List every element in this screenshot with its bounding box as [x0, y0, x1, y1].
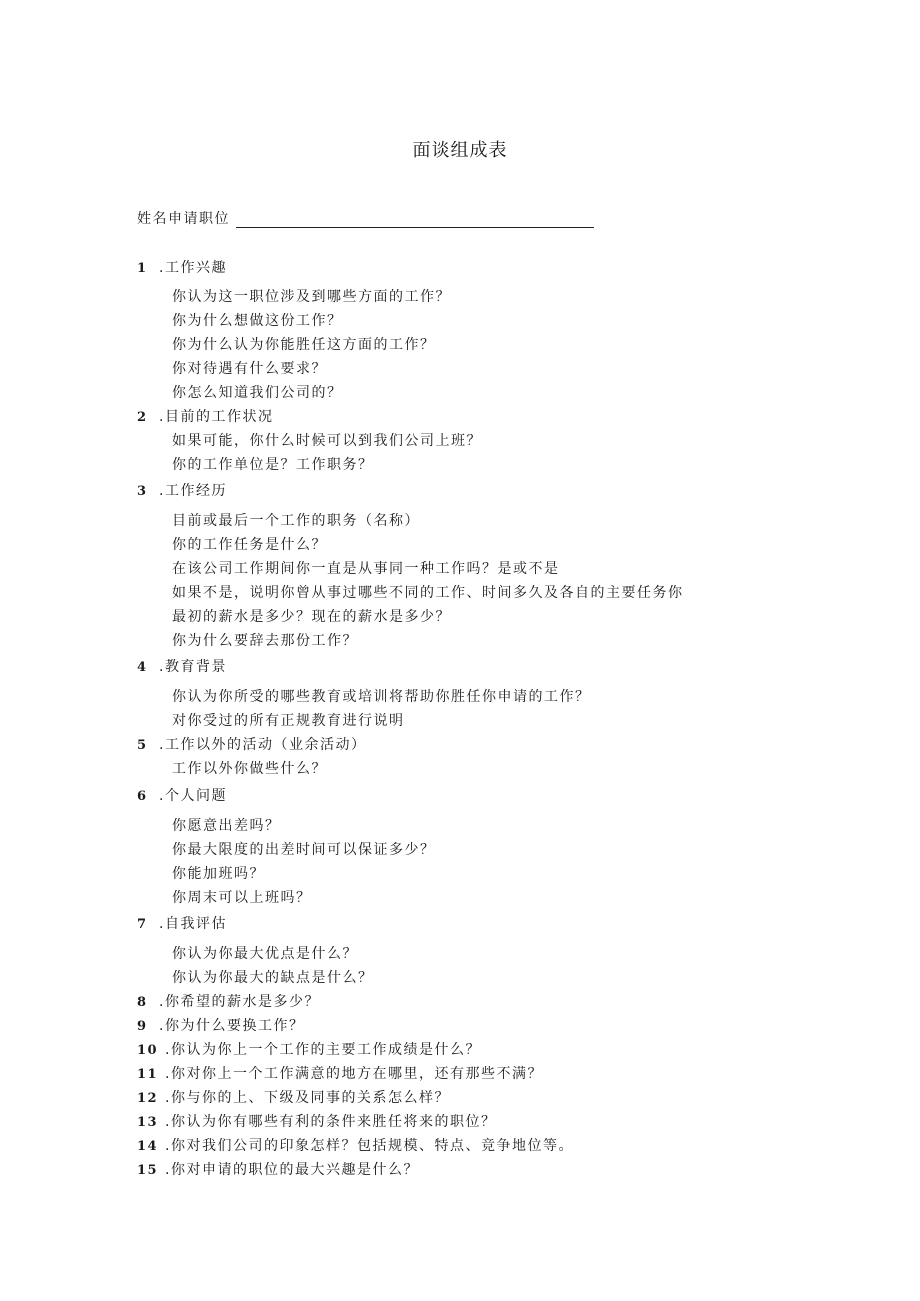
section-heading-6: [137, 786, 227, 807]
section-heading-3: [137, 481, 227, 502]
question-item: 你认为你最大的缺点是什么？: [172, 970, 374, 986]
section-number: 11: [137, 1067, 159, 1082]
section-number: 12: [137, 1091, 159, 1106]
section-number: 14: [137, 1139, 159, 1154]
name-position-blank[interactable]: [236, 211, 594, 228]
question-item: 你的工作任务是什么？: [172, 537, 327, 553]
question-item: 你为什么认为你能胜任这方面的工作？: [172, 337, 436, 353]
section-heading-4: [137, 657, 227, 678]
section-number: 4: [137, 660, 148, 675]
section-heading-1: [137, 258, 227, 279]
question-item: 你认为你所受的哪些教育或培训将帮助你胜任你申请的工作？: [172, 689, 591, 705]
section-label: .你对我们公司的印象怎样？包括规模、特点、竞争地位等。: [165, 1138, 574, 1154]
section-label: .你认为你有哪些有利的条件来胜任将来的职位？: [165, 1114, 497, 1130]
question-item: 目前或最后一个工作的职务（名称）: [172, 513, 420, 529]
section-label: .你对你上一个工作满意的地方在哪里，还有那些不满？: [165, 1066, 543, 1082]
name-position-line: [137, 208, 594, 228]
question-item: 你为什么想做这份工作？: [172, 313, 343, 329]
section-label: .你为什么要换工作？: [159, 1018, 305, 1034]
question-item: 你认为你最大优点是什么？: [172, 946, 358, 962]
section-label: .工作兴趣: [159, 260, 227, 276]
question-item: 你周末可以上班吗？: [172, 890, 312, 906]
section-heading-11: [137, 1064, 543, 1085]
question-item: 你怎么知道我们公司的？: [172, 385, 343, 401]
section-number: 15: [137, 1163, 159, 1178]
question-item: 你能加班吗？: [172, 866, 265, 882]
section-label: .工作经历: [159, 483, 227, 499]
question-item: 最初的薪水是多少？现在的薪水是多少？: [172, 609, 451, 625]
section-heading-12: [137, 1088, 450, 1109]
section-number: 2: [137, 410, 148, 425]
section-number: 3: [137, 484, 148, 499]
section-heading-15: [137, 1160, 419, 1181]
page-title: 面谈组成表: [412, 140, 508, 161]
question-item: 你为什么要辞去那份工作？: [172, 633, 358, 649]
section-number: 6: [137, 789, 148, 804]
section-number: 7: [137, 917, 148, 932]
section-heading-10: [137, 1040, 481, 1061]
section-heading-9: [137, 1016, 304, 1037]
section-label: .目前的工作状况: [159, 409, 274, 425]
question-item: 如果可能，你什么时候可以到我们公司上班？: [172, 433, 482, 449]
question-item: 工作以外你做些什么？: [172, 761, 327, 777]
section-heading-14: [137, 1136, 574, 1157]
name-position-label: 姓名申请职位: [137, 211, 230, 227]
question-item: 你认为这一职位涉及到哪些方面的工作？: [172, 289, 451, 305]
section-label: .个人问题: [159, 788, 227, 804]
question-item: 在该公司工作期间你一直是从事同一种工作吗？是或不是: [172, 561, 560, 577]
question-item: 对你受过的所有正规教育进行说明: [172, 713, 405, 729]
section-heading-7: [137, 914, 227, 935]
section-number: 5: [137, 738, 148, 753]
section-label: .自我评估: [159, 916, 227, 932]
section-number: 1: [137, 261, 148, 276]
section-label: .教育背景: [159, 659, 227, 675]
question-item: 你的工作单位是？工作职务？: [172, 457, 374, 473]
question-item: 如果不是，说明你曾从事过哪些不同的工作、时间多久及各自的主要任务你: [172, 585, 684, 601]
section-heading-8: [137, 992, 320, 1013]
question-item: 你对待遇有什么要求？: [172, 361, 327, 377]
section-heading-2: [137, 407, 273, 428]
section-label: .你对申请的职位的最大兴趣是什么？: [165, 1162, 419, 1178]
section-label: .你认为你上一个工作的主要工作成绩是什么？: [165, 1042, 481, 1058]
section-heading-5: [137, 735, 366, 756]
section-number: 13: [137, 1115, 159, 1130]
section-label: .工作以外的活动（业余活动）: [159, 737, 367, 753]
section-label: .你希望的薪水是多少？: [159, 994, 320, 1010]
question-item: 你愿意出差吗？: [172, 818, 281, 834]
section-number: 8: [137, 995, 148, 1010]
question-item: 你最大限度的出差时间可以保证多少？: [172, 842, 436, 858]
section-heading-13: [137, 1112, 496, 1133]
section-number: 10: [137, 1043, 159, 1058]
section-label: .你与你的上、下级及同事的关系怎么样？: [165, 1090, 450, 1106]
section-number: 9: [137, 1019, 148, 1034]
